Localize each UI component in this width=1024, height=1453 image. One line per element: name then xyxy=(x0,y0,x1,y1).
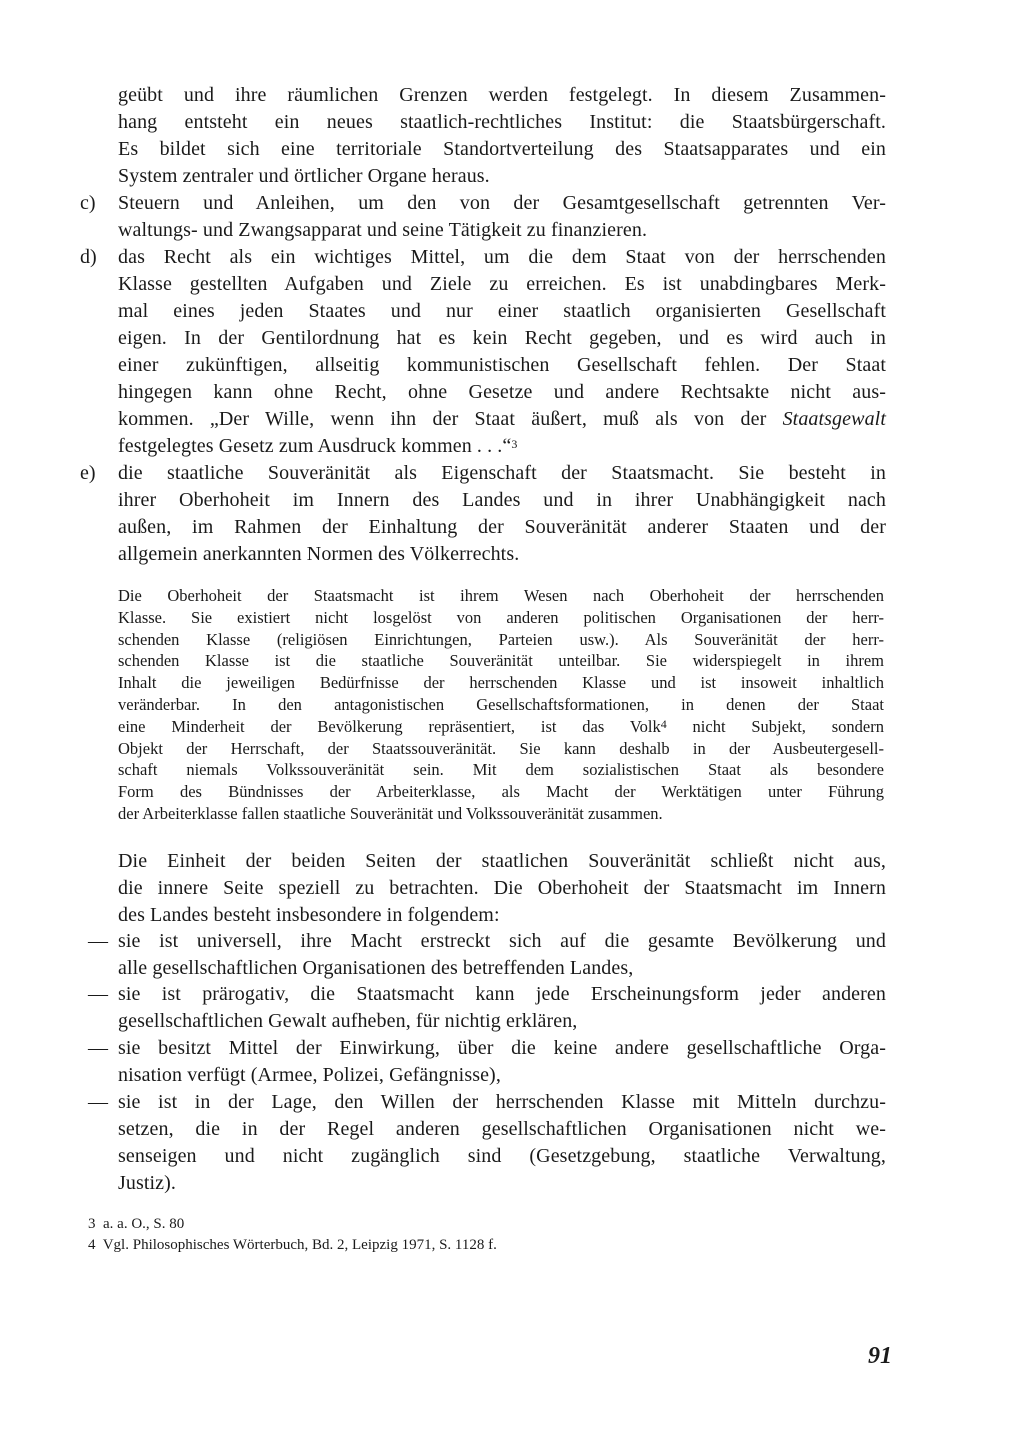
small-ref-end: nicht Subjekt, sondern xyxy=(666,716,884,736)
small-line: schaft niemals Volkssouveränität sein. Mit dem sozialistischen Staat als besondere xyxy=(118,760,884,780)
footnote: 4 Vgl. Philosophisches Wörterbuch, Bd. 2, Leipzig 1971, S. 1128 f. xyxy=(88,1237,497,1253)
list-item-line: Steuern und Anleihen, um den von der Gesamtgesellschaft getrennten Ver- xyxy=(118,192,886,214)
dash-item xyxy=(118,981,886,1035)
list-item-line: einer zukünftigen, allseitig kommunistischen Gesellschaft fehlen. Der Staat xyxy=(118,354,886,376)
list-item-d xyxy=(118,244,886,460)
dash-line: nisation verfügt (Armee, Polizei, Gefängnisse), xyxy=(118,1064,501,1086)
dash-line: alle gesellschaftlichen Organisationen des betreffenden Landes, xyxy=(118,957,634,979)
small-print-paragraph xyxy=(118,585,884,825)
footnote: 3 a. a. O., S. 80 xyxy=(88,1216,185,1232)
main-paragraph xyxy=(118,848,886,929)
list-item-line: eigen. In der Gentilordnung hat es kein Recht gegeben, und es wird auch in xyxy=(118,327,886,349)
intro-line: System zentraler und örtlicher Organe heraus. xyxy=(118,165,490,187)
quote-italic-word: Staatsgewalt xyxy=(782,408,886,430)
footnote-ref: 4 xyxy=(660,716,667,731)
dash-line: sie ist in der Lage, den Willen der herrschenden Klasse mit Mitteln durchzu- xyxy=(118,1091,886,1113)
dash-marker: — xyxy=(88,930,108,952)
main-line: des Landes besteht insbesondere in folgendem: xyxy=(118,904,500,926)
dash-marker: — xyxy=(88,983,108,1005)
dash-line: Justiz). xyxy=(118,1172,177,1194)
list-item-line: mal eines jeden Staates und nur einer staatlich organisierten Gesellschaft xyxy=(118,300,886,322)
intro-paragraph xyxy=(118,82,886,190)
small-ref-line xyxy=(118,716,884,738)
list-marker-c: c) xyxy=(80,192,96,214)
dash-line: sie ist prärogativ, die Staatsmacht kann jede Erscheinungsform jeder anderen xyxy=(118,983,886,1005)
dash-item xyxy=(118,928,886,982)
footnote-ref: 3 xyxy=(511,437,518,451)
dash-line: senseigen und nicht zugänglich sind (Gesetzgebung, staatliche Verwaltung, xyxy=(118,1145,886,1167)
small-ref-start: eine Minderheit der Bevölkerung repräsentiert, ist das Volk xyxy=(118,716,661,736)
list-marker-e: e) xyxy=(80,462,96,484)
dash-line: gesellschaftlichen Gewalt aufheben, für nichtig erklären, xyxy=(118,1010,578,1032)
dash-marker: — xyxy=(88,1091,108,1113)
small-line: schenden Klasse ist die staatliche Souveränität unteilbar. Sie widerspiegelt in ihrem xyxy=(118,651,884,671)
small-line: schenden Klasse (religiösen Einrichtungen, Parteien usw.). Als Souveränität der herr- xyxy=(118,629,884,649)
list-item-e xyxy=(118,460,886,568)
page-number: 91 xyxy=(868,1343,892,1369)
dash-line: sie ist universell, ihre Macht erstreckt sich auf die gesamte Bevölkerung und xyxy=(118,930,886,952)
list-item-line: ihrer Oberhoheit im Innern des Landes und in ihrer Unabhängigkeit nach xyxy=(118,489,886,511)
list-item-line: außen, im Rahmen der Einhaltung der Souveränität anderer Staaten und der xyxy=(118,516,886,538)
intro-line: geübt und ihre räumlichen Grenzen werden festgelegt. In diesem Zusammen- xyxy=(118,84,886,106)
list-item-line: waltungs- und Zwangsapparat und seine Tätigkeit zu finanzieren. xyxy=(118,219,648,241)
small-line: Objekt der Herrschaft, der Staatssouveränität. Sie kann deshalb in der Ausbeutergesell- xyxy=(118,738,884,758)
footnotes xyxy=(88,1214,856,1256)
list-marker-d: d) xyxy=(80,246,97,268)
small-line: Form des Bündnisses der Arbeiterklasse, als Macht der Werktätigen unter Führung xyxy=(118,782,884,802)
list-item-line: das Recht als ein wichtiges Mittel, um die dem Staat von der herrschenden xyxy=(118,246,886,268)
dash-line: sie besitzt Mittel der Einwirkung, über die keine andere gesellschaftliche Orga- xyxy=(118,1037,886,1059)
list-item-c xyxy=(118,190,886,244)
list-item-line: allgemein anerkannten Normen des Völkerrechts. xyxy=(118,543,520,565)
dash-item xyxy=(118,1089,886,1197)
small-line: der Arbeiterklasse fallen staatliche Souveränität und Volkssouveränität zusammen. xyxy=(118,803,663,823)
small-line: Klasse. Sie existiert nicht losgelöst von anderen politischen Organisationen der herr- xyxy=(118,607,884,627)
dash-marker: — xyxy=(88,1037,108,1059)
small-line: veränderbar. In den antagonistischen Gesellschaftsformationen, in denen der Staat xyxy=(118,694,884,714)
dash-line: setzen, die in der Regel anderen gesellschaftlichen Organisationen nicht we- xyxy=(118,1118,886,1140)
main-line: Die Einheit der beiden Seiten der staatlichen Souveränität schließt nicht aus, xyxy=(118,850,886,872)
quote-end-line xyxy=(118,433,886,460)
list-item-line: die staatliche Souveränität als Eigenschaft der Staatsmacht. Sie besteht in xyxy=(118,462,886,484)
quote-line-start: kommen. „Der Wille, wenn ihn der Staat äußert, muß als von der xyxy=(118,408,783,430)
dash-item xyxy=(118,1035,886,1089)
main-line: die innere Seite speziell zu betrachten. Die Oberhoheit der Staatsmacht im Innern xyxy=(118,877,886,899)
list-item-line: Klasse gestellten Aufgaben und Ziele zu erreichen. Es ist unabdingbares Merk- xyxy=(118,273,886,295)
intro-line: hang entsteht ein neues staatlich-rechtliches Institut: die Staatsbürgerschaft. xyxy=(118,111,886,133)
intro-line: Es bildet sich eine territoriale Standortverteilung des Staatsapparates und ein xyxy=(118,138,886,160)
quote-end-text: festgelegtes Gesetz zum Ausdruck kommen . . .“ xyxy=(118,435,512,457)
small-line: Die Oberhoheit der Staatsmacht ist ihrem Wesen nach Oberhoheit der herrschenden xyxy=(118,586,884,605)
small-line: Inhalt die jeweiligen Bedürfnisse der herrschenden Klasse und ist insoweit inhaltlich xyxy=(118,673,884,693)
list-item-line: hingegen kann ohne Recht, ohne Gesetze und andere Rechtsakte nicht aus- xyxy=(118,381,886,403)
quote-line xyxy=(118,406,886,433)
